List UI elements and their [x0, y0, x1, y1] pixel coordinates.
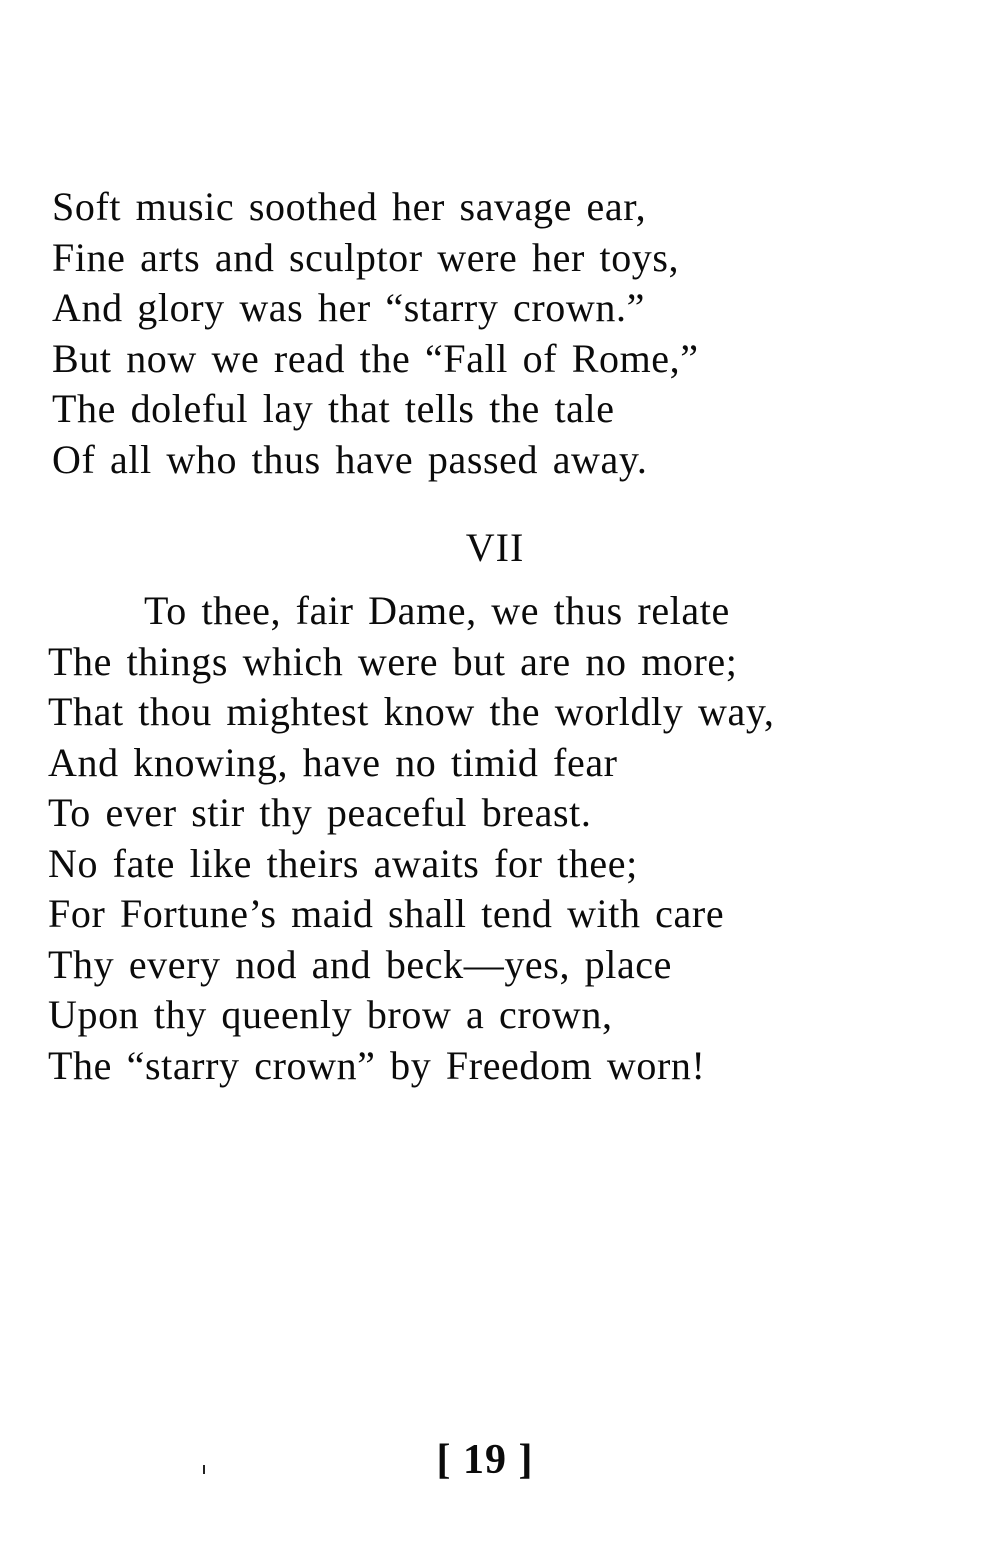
verse-line: The “starry crown” by Freedom worn!: [48, 1042, 706, 1088]
verse-line: Upon thy queenly brow a crown,: [48, 992, 613, 1037]
verse-line: Fine arts and sculptor were her toys,: [52, 234, 680, 280]
page-number: [ 19 ]: [436, 1437, 534, 1483]
verse-line: Of all who thus have passed away.: [52, 436, 648, 482]
section-heading: VII: [465, 525, 525, 570]
verse-line: But now we read the “Fall of Rome,”: [52, 335, 699, 381]
stanza-vii: [48, 586, 774, 1091]
verse-line: The doleful lay that tells the tale: [52, 386, 615, 431]
verse-line: And knowing, have no timid fear: [48, 739, 618, 785]
verse-line: The things which were but are no more;: [48, 638, 738, 684]
verse-line: For Fortune’s maid shall tend with care: [48, 891, 725, 936]
verse-line: And glory was her “starry crown.”: [52, 285, 645, 330]
stanza-continued: [52, 182, 699, 485]
verse-line: To ever stir thy peaceful breast.: [48, 790, 592, 835]
verse-line: That thou mightest know the worldly way,: [48, 689, 775, 734]
verse-line: To thee, fair Dame, we thus relate: [144, 588, 730, 633]
verse-line: Soft music soothed her savage ear,: [52, 184, 647, 229]
verse-line: Thy every nod and beck—yes, place: [48, 941, 673, 987]
verse-line: No fate like theirs awaits for thee;: [48, 840, 638, 886]
